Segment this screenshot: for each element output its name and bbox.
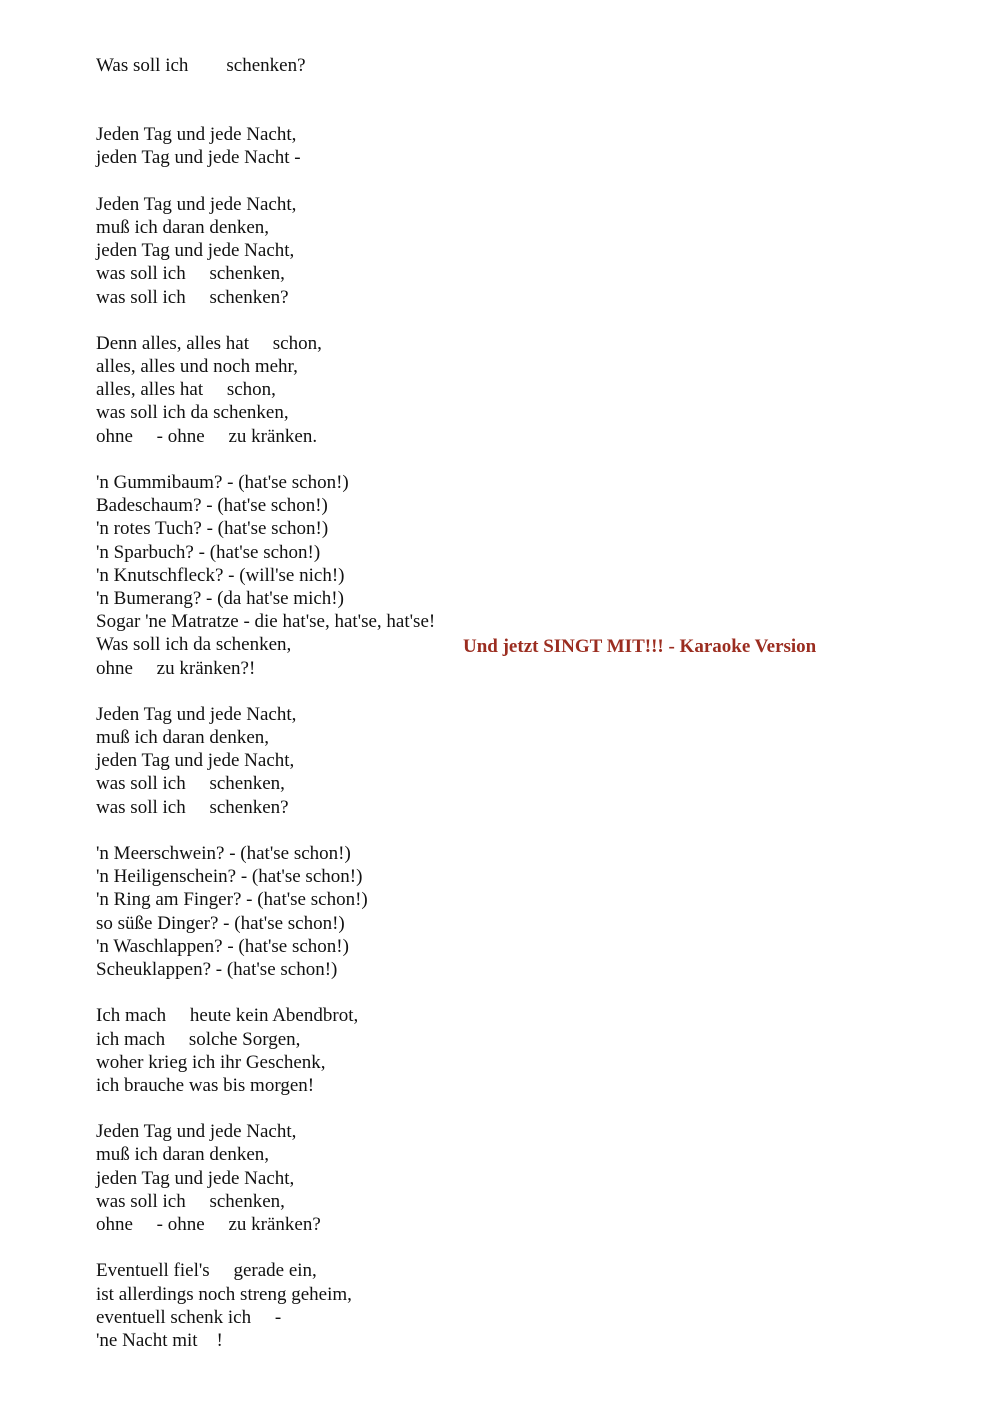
lyrics-line: Jeden Tag und jede Nacht, <box>96 1121 297 1143</box>
lyrics-line: ich brauche was bis morgen! <box>96 1074 315 1096</box>
lyrics-line: Sogar 'ne Matratze - die hat'se, hat'se, hat'se! <box>96 611 436 633</box>
karaoke-version-link[interactable]: Und jetzt SINGT MIT!!! - Karaoke Version <box>463 636 817 657</box>
lyrics-stanza <box>96 842 476 981</box>
song-lyrics <box>96 54 476 1375</box>
lyrics-line: 'n rotes Tuch? - (hat'se schon!) <box>96 518 329 540</box>
lyrics-line: 'n Knutschfleck? - (will'se nich!) <box>96 564 345 586</box>
song-title: Was soll ich schenken? <box>96 55 306 76</box>
lyrics-line: was soll ich da schenken, <box>96 402 289 424</box>
lyrics-stanza <box>96 193 476 309</box>
lyrics-line: 'ne Nacht mit ! <box>96 1329 223 1351</box>
lyrics-line: muß ich daran denken, <box>96 1144 270 1166</box>
lyrics-line: jeden Tag und jede Nacht, <box>96 240 295 262</box>
lyrics-line: ohne - ohne zu kränken? <box>96 1214 321 1235</box>
lyrics-line: alles, alles und noch mehr, <box>96 356 298 378</box>
lyrics-line: was soll ich schenken? <box>96 286 289 308</box>
lyrics-line: was soll ich schenken, <box>96 773 285 795</box>
lyrics-stanza <box>96 471 476 680</box>
lyrics-line: jeden Tag und jede Nacht, <box>96 750 295 772</box>
song-title-block <box>96 54 476 77</box>
lyrics-line: Was soll ich da schenken, <box>96 634 292 656</box>
lyrics-line: Eventuell fiel's gerade ein, <box>96 1260 317 1282</box>
lyrics-line: was soll ich schenken? <box>96 796 289 818</box>
lyrics-line: so süße Dinger? - (hat'se schon!) <box>96 912 345 934</box>
lyrics-line: ohne - ohne zu kränken. <box>96 425 318 447</box>
lyrics-line: 'n Bumerang? - (da hat'se mich!) <box>96 587 344 609</box>
lyrics-line: Badeschaum? - (hat'se schon!) <box>96 495 328 517</box>
lyrics-line: muß ich daran denken, <box>96 727 270 749</box>
lyrics-line: ist allerdings noch streng geheim, <box>96 1283 352 1305</box>
lyrics-line: was soll ich schenken, <box>96 1190 285 1212</box>
lyrics-line: Jeden Tag und jede Nacht, <box>96 193 297 215</box>
lyrics-line: jeden Tag und jede Nacht, <box>96 1167 295 1189</box>
lyrics-line: 'n Sparbuch? - (hat'se schon!) <box>96 541 321 563</box>
lyrics-line: woher krieg ich ihr Geschenk, <box>96 1051 326 1073</box>
lyrics-line: jeden Tag und jede Nacht - <box>96 147 301 169</box>
lyrics-line: Jeden Tag und jede Nacht, <box>96 124 297 146</box>
lyrics-stanza <box>96 703 476 819</box>
lyrics-line: 'n Heiligenschein? - (hat'se schon!) <box>96 866 363 888</box>
lyrics-stanza <box>96 1259 476 1352</box>
lyrics-line: Scheuklappen? - (hat'se schon!) <box>96 958 338 980</box>
lyrics-line: 'n Waschlappen? - (hat'se schon!) <box>96 935 349 957</box>
lyrics-stanza <box>96 332 476 448</box>
lyrics-line: ohne zu kränken?! <box>96 657 256 679</box>
lyrics-line: muß ich daran denken, <box>96 216 270 238</box>
lyrics-line: Denn alles, alles hat schon, <box>96 332 322 354</box>
lyrics-line: 'n Meerschwein? - (hat'se schon!) <box>96 843 351 864</box>
lyrics-line: 'n Ring am Finger? - (hat'se schon!) <box>96 889 368 911</box>
lyrics-stanza <box>96 123 476 169</box>
lyrics-line: 'n Gummibaum? - (hat'se schon!) <box>96 472 349 493</box>
lyrics-line: was soll ich schenken, <box>96 263 285 285</box>
lyrics-stanza <box>96 1004 476 1097</box>
lyrics-line: Ich mach heute kein Abendbrot, <box>96 1005 359 1027</box>
lyrics-line: Jeden Tag und jede Nacht, <box>96 703 297 725</box>
lyrics-stanza <box>96 1120 476 1236</box>
lyrics-line: ich mach solche Sorgen, <box>96 1028 301 1050</box>
lyrics-line: alles, alles hat schon, <box>96 379 276 401</box>
lyrics-line: eventuell schenk ich - <box>96 1306 282 1328</box>
